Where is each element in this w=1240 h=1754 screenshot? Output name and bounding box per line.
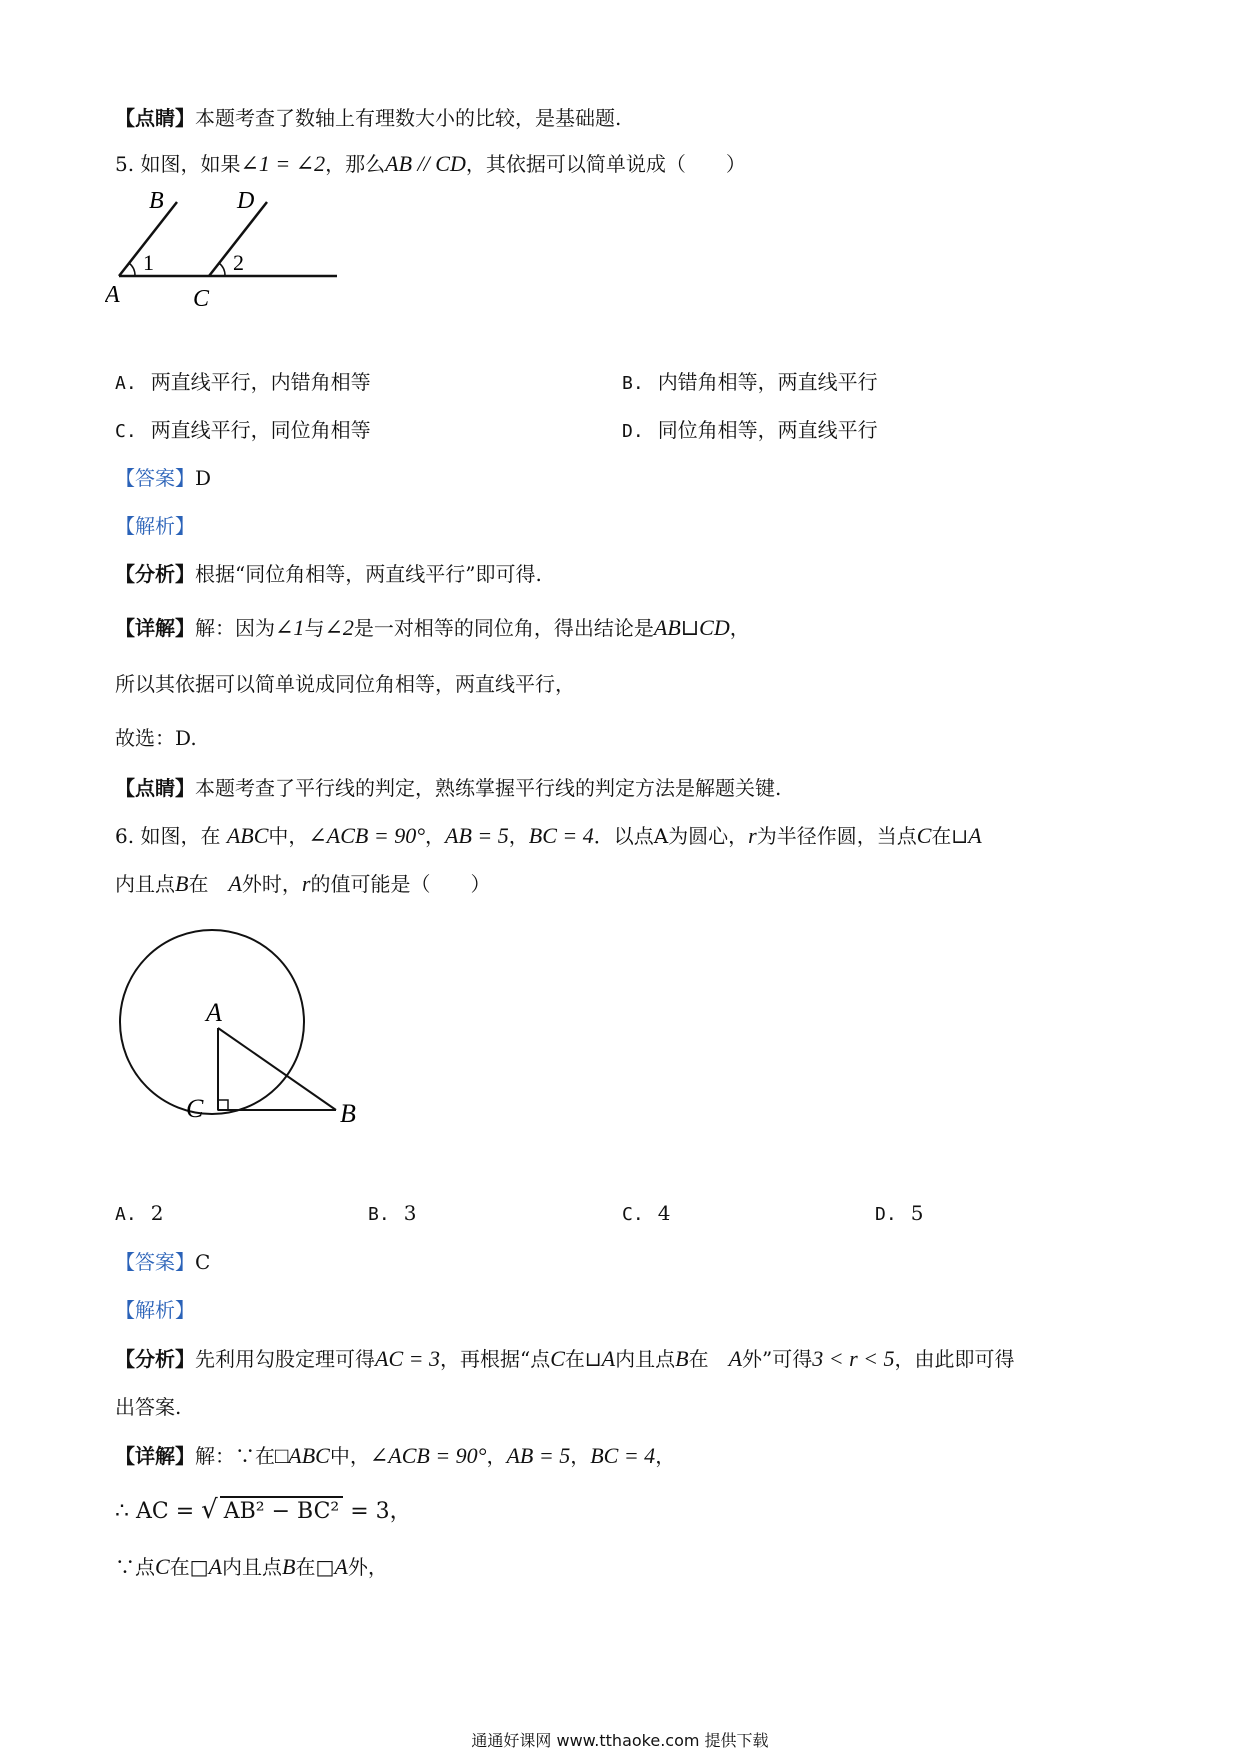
sqrt-radicand: AB² − BC² [220,1496,344,1526]
option-text: 4 [657,1201,671,1225]
q6-fenxi-line2: 出答案. [115,1395,182,1419]
fenxi-tag: 【分析】 [115,1347,195,1371]
option-key: A. [115,1204,137,1225]
text-part: ， [486,1444,507,1468]
text-part: 为半径作圆，当点 [756,824,917,848]
label-b: B [149,188,164,214]
answer-tag: 【答案】 [115,1250,195,1274]
math: C [550,1346,565,1371]
option-text: 2 [150,1201,164,1225]
math: ∠ACB = 90° [308,823,426,848]
label-c: C [193,286,210,312]
q6-xiangjie [115,1442,675,1470]
q5-line3: 故选：D. [115,726,197,750]
text-part: 先利用勾股定理可得 [195,1347,375,1371]
math: AB = 5 [506,1443,571,1468]
text-part: ， [508,824,529,848]
text-part: ，再根据“点 [439,1347,551,1371]
q6-option-c[interactable] [622,1199,670,1229]
q6-equation [115,1496,412,1526]
text-part: 在□ [295,1555,335,1579]
text-part: 在□ [169,1555,209,1579]
text-part: 与 [304,616,325,640]
text-part: 在⊔ [564,1347,602,1371]
segment-ab [218,1028,336,1110]
math: BC = 4 [590,1443,656,1468]
label-a: A [206,998,222,1027]
q6-circle-triangle-figure [110,925,380,1140]
q6-analysis-heading [115,1296,195,1324]
dianjing-tag: 【点睛】 [115,106,195,130]
xiangjie-tag: 【详解】 [115,1444,195,1468]
label-angle-1: 1 [143,250,154,275]
text-part: 内且点 [615,1347,676,1371]
text-part: 的值可能是（ ） [310,872,491,896]
text-part: 6. 如图，在 [115,824,221,848]
q6-stem-line2 [115,870,490,898]
text-part: 外”可得 [742,1347,813,1371]
label-d: D [237,188,255,214]
analysis-tag: 【解析】 [115,1298,195,1322]
fenxi-text: 根据“同位角相等，两直线平行”即可得. [195,562,542,586]
math: A [968,823,982,848]
text-part: 外， [347,1555,388,1579]
math: A [601,1346,616,1371]
xiangjie-tag: 【详解】 [115,616,195,640]
option-key: B. [368,1204,390,1225]
page-footer: 通通好课网 www.tthaoke.com 提供下载 [471,1731,769,1750]
dianjing-tag: 【点睛】 [115,776,195,800]
math: A [334,1554,348,1579]
text-part: 解：∵在 [195,1444,275,1468]
angle-1-arc [129,263,135,276]
math: ∠1 [275,615,305,640]
math: A [228,871,242,896]
q5-analysis-heading [115,512,195,540]
option-text: 同位角相等，两直线平行 [657,418,878,442]
math: ∠2 [324,615,354,640]
label-b: B [340,1099,356,1128]
math: 3 < r < 5 [812,1346,895,1371]
math: □ABC [275,1443,330,1468]
q6-option-b[interactable] [368,1199,416,1229]
text-part: 是一对相等的同位角，得出结论是 [353,616,654,640]
option-key: C. [622,1204,644,1225]
text-part: ， [425,824,446,848]
q5-option-a[interactable] [115,368,371,398]
math: AB = 5 [445,823,509,848]
angle-2-arc [219,263,225,276]
q5-stem-part: 5. 如图，如果 [115,152,241,176]
option-key: D. [875,1204,897,1225]
dianjing-line-q4 [115,104,621,132]
text-part: ， [729,616,750,640]
q5-answer [115,464,211,492]
text-part: 在⊔ [931,824,969,848]
math: r [301,871,311,896]
math: C [155,1554,170,1579]
text-part: ．以点A为圆心， [593,824,749,848]
math: B [175,871,189,896]
option-text: 两直线平行，内错角相等 [150,370,371,394]
label-a: A [105,282,120,308]
math: AC = 3 [375,1346,440,1371]
q6-fenxi [115,1345,1015,1373]
option-text: 3 [403,1201,417,1225]
text-part: ， [655,1444,676,1468]
q5-stem-part: ，其依据可以简单说成（ ） [465,152,746,176]
text-part: 在 [688,1347,729,1371]
math: A [728,1346,743,1371]
q5-fenxi [115,560,542,588]
option-text: 5 [910,1201,924,1225]
text-part: 中， [329,1444,370,1468]
math: C [916,823,932,848]
text-part: ∵点 [115,1555,155,1579]
q6-option-d[interactable] [875,1199,923,1229]
math: A [208,1554,223,1579]
math: ABC [226,823,269,848]
option-key: B. [622,373,644,394]
text-part: ， [570,1444,591,1468]
answer-tag: 【答案】 [115,466,195,490]
q6-option-a[interactable] [115,1199,163,1229]
q5-dianjing [115,774,781,802]
equation-rhs: = 3， [343,1499,412,1524]
q5-parallel-lines-figure [105,180,345,340]
math: B [282,1554,296,1579]
right-angle-mark [218,1100,228,1110]
option-key: A. [115,373,137,394]
math: r [748,823,757,848]
answer-value: C [195,1250,211,1274]
option-key: C. [115,421,137,442]
dianjing-text: 本题考查了数轴上有理数大小的比较，是基础题. [195,106,622,130]
text-part: 外时， [241,872,302,896]
q5-option-d[interactable] [622,416,878,446]
math: B [675,1346,689,1371]
text-part: ，由此即可得 [894,1347,1015,1371]
math: ∠ACB = 90° [369,1443,487,1468]
analysis-tag: 【解析】 [115,514,195,538]
text-part: 内且点 [115,872,175,896]
q5-xiangjie [115,614,750,642]
text-part: 中， [268,824,309,848]
math: AB⊔CD [653,615,730,640]
q5-line2: 所以其依据可以简单说成同位角相等，两直线平行， [115,672,575,696]
sqrt-sign: √ [201,1495,218,1525]
math: BC = 4 [528,823,594,848]
label-c: C [186,1094,204,1123]
q6-stem-line1 [115,822,982,850]
q5-math: ∠1 = ∠2 [240,151,326,176]
text-part: 内且点 [222,1555,283,1579]
q6-answer [115,1248,210,1276]
dianjing-text: 本题考查了平行线的判定，熟练掌握平行线的判定方法是解题关键. [195,776,782,800]
option-text: 内错角相等，两直线平行 [657,370,878,394]
q5-option-c[interactable] [115,416,371,446]
q5-option-b[interactable] [622,368,878,398]
q5-stem-part: ，那么 [325,152,386,176]
option-text: 两直线平行，同位角相等 [150,418,371,442]
text-part: 在 [188,872,209,896]
label-angle-2: 2 [233,250,244,275]
option-key: D. [622,421,644,442]
text-part: 解：因为 [195,616,275,640]
q5-stem [115,150,746,178]
answer-value: D [195,466,212,490]
equation-lhs: ∴ AC = [115,1499,202,1524]
q6-last-line [115,1553,388,1581]
q5-math: AB // CD [385,151,466,176]
fenxi-tag: 【分析】 [115,562,195,586]
